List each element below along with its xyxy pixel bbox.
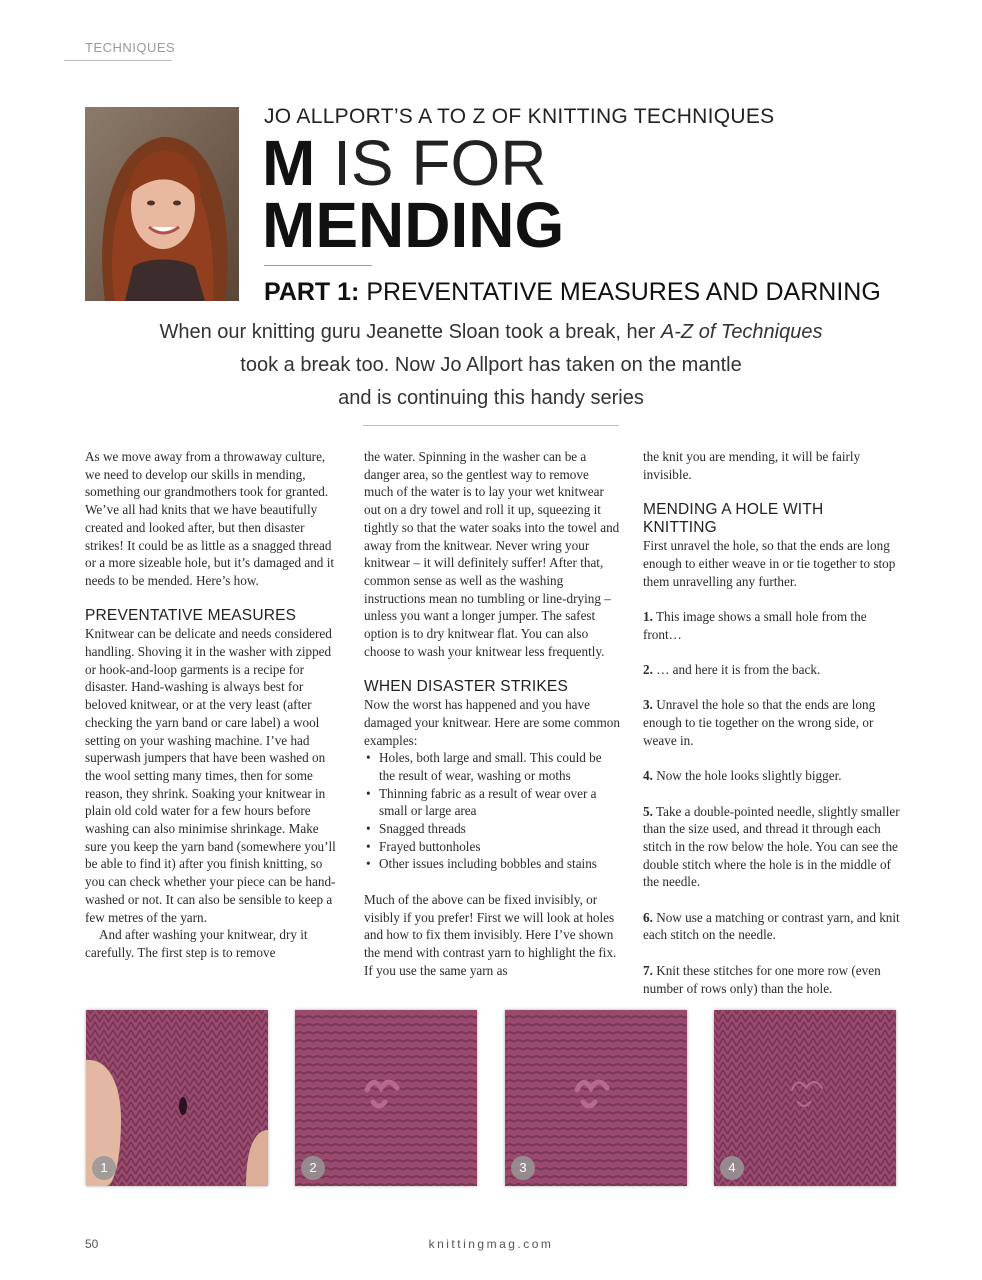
list-item: • Thinning fabric as a result of wear over a small or large area: [364, 785, 620, 820]
author-portrait: [85, 107, 239, 301]
step-text: This image shows a small hole from the front…: [643, 608, 867, 642]
step-number: 7.: [643, 962, 653, 978]
photo-number-badge: 1: [92, 1156, 116, 1180]
step: [643, 767, 901, 785]
page-number: 50: [85, 1237, 99, 1251]
standfirst-text: When our knitting guru Jeanette Sloan took a break, her: [159, 321, 656, 343]
step: [643, 909, 901, 944]
damage-list: [364, 749, 620, 873]
title-rule: [264, 265, 372, 266]
step-number: 4.: [643, 768, 653, 784]
step: [643, 608, 901, 643]
knit-photo-3: [505, 1010, 687, 1186]
section-rule: [64, 60, 172, 61]
step-text: Now use a matching or contrast yarn, and knit each stitch on the needle.: [643, 909, 900, 943]
column-2: [364, 448, 620, 979]
standfirst-line-1: [80, 316, 902, 349]
title-line-2: MENDING: [262, 189, 565, 261]
part-title: PREVENTATIVE MEASURES AND DARNING: [366, 278, 881, 306]
step: [643, 803, 901, 892]
knit-photo-2: [295, 1010, 477, 1186]
heading-preventative-measures: PREVENTATIVE MEASURES: [85, 607, 297, 625]
washing-paragraph: the water. Spinning in the washer can be a danger area, so the gentlest way to remove much of the water is to lay your wet knitwear out on a dry towel and roll it up, squeezing it tightly so that the water soaks into the towel and away from the knitwear. Never wring your knitwear – it will definitely suffer! After that, common sense as well as the washing instructions mean no tumbling or line-drying – unless you want a longer jumper. The safest option is to dry knitwear flat. You can also choose to wash your knitwear less frequently.: [364, 449, 620, 659]
step-number: 6.: [643, 909, 653, 925]
step: [643, 661, 901, 679]
photo-number-badge: 4: [720, 1156, 744, 1180]
knit-photo-4: [714, 1010, 896, 1186]
step-text: Knit these stitches for one more row (even number of rows only) than the hole.: [643, 962, 881, 996]
step-text: Now the hole looks slightly bigger.: [656, 768, 842, 784]
title-is-for: IS FOR: [333, 127, 547, 199]
list-item: • Holes, both large and small. This could be the result of wear, washing or moths: [364, 749, 620, 784]
series-kicker: JO ALLPORT’S A TO Z OF KNITTING TECHNIQUES: [264, 105, 775, 128]
part-heading: [264, 278, 881, 307]
list-item: • Other issues including bobbles and stains: [364, 855, 620, 873]
step-text: … and here it is from the back.: [656, 661, 821, 677]
title-line-1: [262, 127, 547, 199]
intro-paragraph: As we move away from a throwaway culture, we need to develop our skills in mending, something our grandmothers took for granted. We’ve all had knits that we have beautifully created and looked after, but then disaster strikes! It could be as little as a snagged thread or a more sizeable hole, but it’s damaged and it needs to be mended. Here’s how.: [85, 449, 335, 588]
title-letter: M: [262, 127, 316, 199]
part-number: PART 1:: [264, 278, 360, 306]
mending-intro: First unravel the hole, so that the ends are long enough to either weave in or tie together to stop them unravelling any further.: [643, 538, 896, 589]
carry-paragraph: the knit you are mending, it will be fairly invisible.: [643, 449, 861, 482]
step-number: 3.: [643, 697, 653, 713]
section-label: TECHNIQUES: [85, 40, 176, 55]
heading-when-disaster-strikes: WHEN DISASTER STRIKES: [364, 678, 569, 696]
standfirst-line-3: and is continuing this handy series: [338, 387, 644, 409]
standfirst-series-name: A-Z of Techniques: [660, 321, 823, 343]
step: [643, 696, 901, 749]
photo-number-badge: 3: [511, 1156, 535, 1180]
step-number: 1.: [643, 608, 653, 624]
step-number: 5.: [643, 803, 653, 819]
heading-mending-hole: MENDING A HOLE WITH KNITTING: [643, 501, 824, 537]
drying-paragraph: And after washing your knitwear, dry it carefully. The first step is to remove: [85, 927, 308, 960]
list-item: • Frayed buttonholes: [364, 838, 620, 856]
column-3: [643, 448, 901, 997]
site-url: knittingmag.com: [428, 1237, 554, 1251]
preventative-paragraph: Knitwear can be delicate and needs considered handling. Shoving it in the washer with zipped or hook-and-loop garments is a recipe for disaster. Hand-washing is always best for beloved knitwear, or at the very least (after checking the yarn band or care label) a wool setting on your washing machine. I’ve had superwash jumpers that have been washed on the wool setting many times, then for some reason, they shrink. Soaking your knitwear in plain old cold water for a few hours before washing can also minimise shrinkage. Make sure you keep the yarn band (somewhere you’ll be able to find it) after you finish knitting, so you can check whether your piece can be hand-washed or not. It can also be sensible to keep a few metres of the yarn.: [85, 626, 336, 925]
step: [643, 962, 901, 997]
knit-photo-1: [86, 1010, 268, 1186]
step-text: Take a double-pointed needle, slightly smaller than the size used, and thread it through each stitch in the row below the hole. You can see the double stitch where the hole is in the middle of the needle.: [643, 803, 900, 890]
standfirst-rule: [363, 425, 619, 426]
list-item: • Snagged threads: [364, 820, 620, 838]
step-text: Unravel the hole so that the ends are long enough to tie together on the wrong side, or weave in.: [643, 697, 876, 748]
standfirst-line-2: took a break too. Now Jo Allport has taken on the mantle: [240, 354, 742, 376]
disaster-lead: Now the worst has happened and you have damaged your knitwear. Here are some common examples:: [364, 697, 620, 748]
invisible-fix-paragraph: Much of the above can be fixed invisibly, or visibly if you prefer! First we will look at holes and how to fix them invisibly. Here I’ve shown the mend with contrast yarn to highlight the fix. If you use the same yarn as: [364, 891, 617, 978]
standfirst: [80, 316, 902, 415]
step-number: 2.: [643, 661, 653, 677]
photo-number-badge: 2: [301, 1156, 325, 1180]
column-1: [85, 448, 343, 962]
